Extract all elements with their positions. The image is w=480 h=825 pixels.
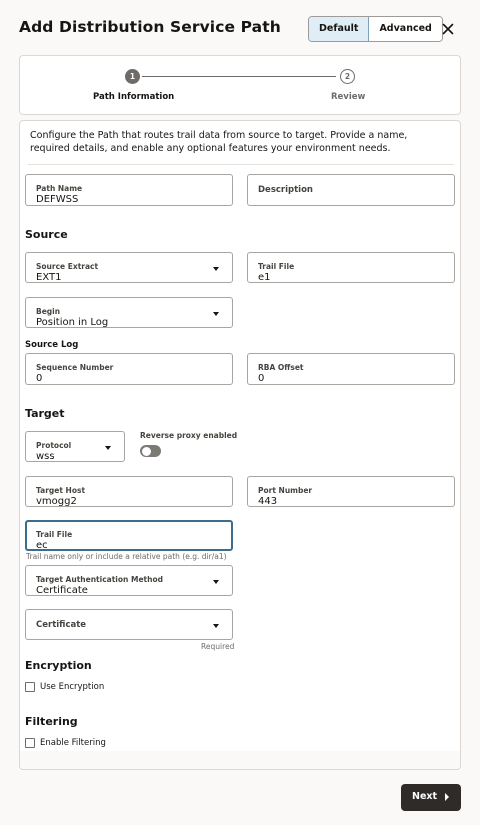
sequence-number-value: 0 [36,373,43,384]
step-1-label[interactable]: Path Information [93,92,175,102]
begin-select[interactable] [25,297,233,328]
chevron-down-icon [213,267,219,271]
use-encryption-label[interactable]: Use Encryption [40,682,105,692]
rba-offset-value: 0 [258,373,265,384]
enable-filtering-checkbox[interactable] [25,738,35,748]
step-2-indicator[interactable]: 2 [340,69,355,84]
auth-method-value: Certificate [36,585,88,596]
source-extract-label: Source Extract [36,262,99,271]
target-host-label: Target Host [36,486,86,495]
source-trail-file-label: Trail File [258,262,295,271]
sequence-number-field[interactable] [25,353,233,385]
dialog-header [0,0,480,56]
reverse-proxy-toggle[interactable] [140,445,161,457]
target-heading: Target [25,407,65,420]
sequence-number-label: Sequence Number [36,363,114,372]
reverse-proxy-label: Reverse proxy enabled [140,431,238,440]
next-button[interactable] [401,784,461,811]
description-label: Description [258,185,313,195]
step-2-label[interactable]: Review [331,92,366,102]
source-trail-file-field[interactable] [247,252,455,283]
path-name-label: Path Name [36,184,83,193]
form-panel[interactable] [19,120,461,770]
path-name-field[interactable] [25,174,233,206]
begin-value: Position in Log [36,317,109,328]
dialog-title: Add Distribution Service Path [19,18,281,36]
toggle-knob [142,447,151,456]
mode-default-button[interactable]: Default [309,17,369,41]
source-trail-file-value: e1 [258,272,271,283]
protocol-label: Protocol [36,441,72,450]
auth-method-select[interactable] [25,565,233,596]
step-1-indicator[interactable]: 1 [125,69,140,84]
use-encryption-checkbox[interactable] [25,682,35,692]
mode-toggle [308,16,443,42]
port-number-value: 443 [258,496,278,507]
target-trail-file-value: ec [36,540,48,551]
encryption-heading: Encryption [25,659,92,672]
step-train [19,55,461,115]
chevron-down-icon [213,580,219,584]
auth-method-label: Target Authentication Method [36,575,163,584]
next-label: Next [412,791,438,802]
port-number-label: Port Number [258,486,313,495]
filtering-heading: Filtering [25,715,78,728]
chevron-right-icon [445,793,449,801]
target-host-field[interactable] [25,476,233,507]
rba-offset-label: RBA Offset [258,363,304,372]
chevron-down-icon [105,446,111,450]
close-icon[interactable] [440,21,456,37]
certificate-select[interactable] [25,609,233,640]
port-number-field[interactable] [247,476,455,507]
target-host-value: vmogg2 [36,496,77,507]
trail-file-helper-text: Trail name only or include a relative path (e.g. dir/a1) [26,552,227,561]
certificate-required-text: Required [201,642,235,651]
begin-label: Begin [36,307,61,316]
intro-text: Configure the Path that routes trail data from source to target. Provide a name, required details, and enable any optional features your environment needs. [30,130,408,154]
target-trail-file-field[interactable] [25,520,233,551]
protocol-select[interactable] [25,431,125,462]
source-extract-value: EXT1 [36,272,62,283]
certificate-label: Certificate [36,620,87,630]
mode-advanced-button[interactable]: Advanced [369,17,441,41]
source-heading: Source [25,228,68,241]
step-connector [142,76,336,77]
protocol-value: wss [36,451,55,462]
target-trail-file-label: Trail File [36,530,73,539]
path-name-value: DEFWSS [36,194,79,205]
chevron-down-icon [213,624,219,628]
source-log-heading: Source Log [25,340,79,350]
divider [28,164,454,165]
rba-offset-field[interactable] [247,353,455,385]
enable-filtering-label[interactable]: Enable Filtering [40,738,106,748]
chevron-down-icon [213,312,219,316]
source-extract-select[interactable] [25,252,233,283]
description-field[interactable] [247,174,455,206]
scroll-fade [20,751,461,770]
